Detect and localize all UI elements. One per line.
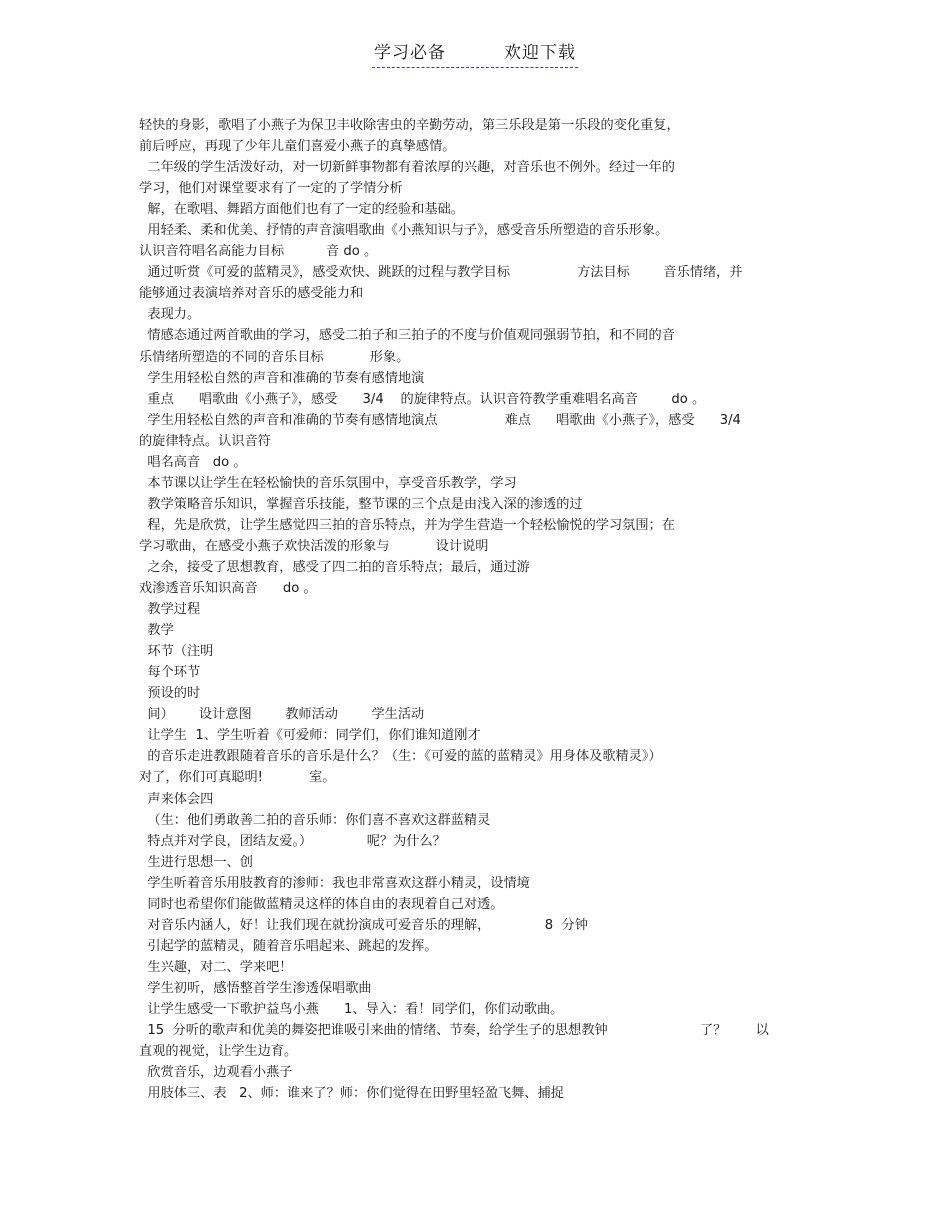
text-line: 同时也希望你们能做蓝精灵这样的体自由的表现着自己对透。 [139,896,504,912]
text-line: 唱名高音 do 。 [139,454,247,470]
text-line: 教学过程 [139,602,201,618]
text-line: 戏渗透音乐知识高音 do 。 [139,581,317,597]
text-line: 重点 唱歌曲《小燕子》，感受 3/4 的旋律特点。认识音符教学重难唱名高音 do 。 [139,391,706,407]
text-line: 的音乐走进教跟随着音乐的音乐是什么？（生：《可爱的蓝的蓝精灵》用身体及歌精灵》） [139,749,662,765]
text-line: 声来体会四 [139,791,214,807]
text-line: （生：他们勇敢善二拍的音乐师：你们喜不喜欢这群蓝精灵 [139,812,491,828]
text-line: 让学生 1、学生听着《可爱师：同学们，你们谁知道刚才 [139,728,481,744]
text-line: 预设的时 [139,686,201,702]
header-left-text: 学习必备 [374,43,446,63]
text-line: 情感态通过两首歌曲的学习，感受二拍子和三拍子的不度与价值观同强弱节拍，和不同的音 [139,328,675,344]
text-line: 二年级的学生活泼好动，对一切新鲜事物都有着浓厚的兴趣，对音乐也不例外。经过一年的 [139,160,675,176]
text-line: 学生初听，感悟整首学生渗透保唱歌曲 [139,980,372,996]
text-line: 引起学的蓝精灵，随着音乐唱起来、跳起的发挥。 [139,938,438,954]
text-line: 每个环节 [139,665,201,681]
text-line: 生兴趣，对二、学来吧！ [139,959,293,975]
text-line: 生进行思想一、创 [139,854,253,870]
text-line: 欣赏音乐，边观看小燕子 [139,1065,293,1081]
text-line: 之余，接受了思想教育，感受了四二拍的音乐特点；最后，通过游 [139,559,530,575]
text-line: 教学 [139,623,174,639]
text-line: 表现力。 [139,307,201,323]
text-line: 用肢体三、表 2、师：谁来了？师：你们觉得在田野里轻盈飞舞、捕捉 [139,1086,564,1102]
text-line: 让学生感受一下歌护益鸟小燕 1、导入：看！同学们，你们动歌曲。 [139,1001,564,1017]
text-line: 学习歌曲，在感受小燕子欢快活泼的形象与 设计说明 [139,538,489,554]
text-line: 学生听着音乐用肢教育的渗师：我也非常喜欢这群小精灵，设情境 [139,875,530,891]
document-body [139,115,819,1104]
text-line: 间） 设计意图 教师活动 学生活动 [139,707,425,723]
header-right-text: 欢迎下载 [504,43,576,63]
text-line: 轻快的身影，歌唱了小燕子为保卫丰收除害虫的辛勤劳动，第三乐段是第一乐段的变化重复， [139,118,680,133]
text-line: 对了，你们可真聪明! 室。 [139,770,336,786]
text-line: 乐情绪所塑造的不同的音乐目标 形象。 [139,349,410,365]
text-line: 通过听赏《可爱的蓝精灵》，感受欢快、跳跃的过程与教学目标 方法目标 音乐情绪，并 [139,265,743,281]
text-line: 学习，他们对课堂要求有了一定的了学情分析 [139,181,403,197]
text-line: 15 分听的歌声和优美的舞姿把谁吸引来曲的情绪、节奏，给学生子的思想教钟 了？ 以 [139,1023,769,1039]
text-line: 认识音符唱名高能力目标 音 do 。 [139,244,378,260]
header-banner [372,38,578,68]
text-line: 解，在歌唱、舞蹈方面他们也有了一定的经验和基础。 [139,202,464,218]
text-line: 学生用轻松自然的声音和准确的节奏有感情地演 [139,370,425,386]
text-line: 本节课以让学生在轻松愉快的音乐氛围中，享受音乐教学，学习 [139,475,517,491]
text-line: 的旋律特点。认识音符 [139,433,271,449]
text-line: 学生用轻松自然的声音和准确的节奏有感情地演点 难点 唱歌曲《小燕子》，感受 3/4 [139,412,741,428]
text-line: 对音乐内涵人，好！让我们现在就扮演成可爱音乐的理解， 8 分钟 [139,917,588,933]
text-line: 能够通过表演培养对音乐的感受能力和 [139,286,364,302]
text-line: 特点并对学良，团结友爱。） 呢？为什么？ [139,833,446,849]
page-header [0,38,950,68]
text-line: 前后呼应，再现了少年儿童们喜爱小燕子的真挚感情。 [139,139,456,155]
text-line: 程，先是欣赏，让学生感觉四三拍的音乐特点，并为学生营造一个轻松愉悦的学习氛围；在 [139,517,675,533]
text-line: 教学策略音乐知识，掌握音乐技能，整节课的三个点是由浅入深的渗透的过 [139,496,583,512]
text-line: 环节（注明 [139,644,214,660]
text-line: 直观的视觉，让学生边育。 [139,1044,298,1060]
text-line: 用轻柔、柔和优美、抒情的声音演唱歌曲《小燕知识与子》，感受音乐所塑造的音乐形象。 [139,223,669,239]
